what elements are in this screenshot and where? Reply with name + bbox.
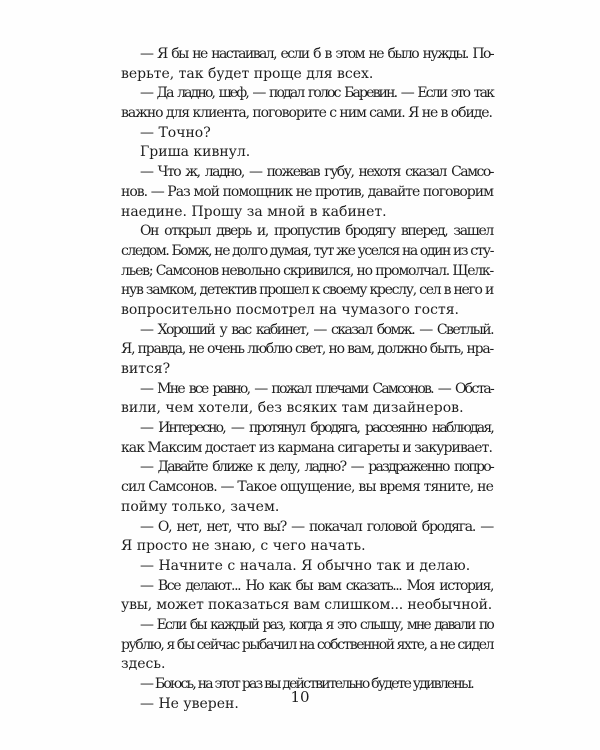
text-line: — Если бы каждый раз, когда я это слышу, мне давали по <box>140 616 493 633</box>
text-line: вится? <box>121 361 171 377</box>
text-line: — Да ладно, шеф, — подал голос Баревин. — Если это так <box>140 85 493 102</box>
text-line: важно для клиента, поговорите с ним сами. Я не в обиде. <box>121 105 492 122</box>
text-line: сил Самсонов. — Такое ощущение, вы время тяните, не <box>121 479 493 496</box>
text-line: как Максим достает из кармана сигареты и закуривает. <box>121 439 492 456</box>
text-line: Гриша кивнул. <box>140 144 251 161</box>
text-line: увы, может показаться вам слишком... необычной. <box>121 597 493 614</box>
text-line: пойму только, зачем. <box>121 498 280 515</box>
text-line: — Боюсь, на этот раз вы действительно будете удивлены. <box>140 676 473 692</box>
text-line: вопросительно посмотрел на чумазого гостя. <box>121 301 459 318</box>
page-number: 10 <box>290 688 310 706</box>
text-line: льев; Самсонов невольно скривился, но промолчал. Щелк- <box>121 262 493 279</box>
text-line: — Давайте ближе к делу, ладно? — раздраженно попро- <box>140 459 493 476</box>
body-text <box>121 45 493 714</box>
text-line: — Начните с начала. Я обычно так и делаю. <box>140 557 471 574</box>
text-line: здесь. <box>121 656 166 673</box>
text-line: Он открыл дверь и, пропустив бродягу вперед, зашел <box>140 223 493 240</box>
text-line: Я просто не знаю, с чего начать. <box>121 538 366 555</box>
text-line: Я, правда, не очень люблю свет, но вам, должно быть, нра- <box>121 341 493 358</box>
text-line: — Мне все равно, — пожал плечами Самсонов. — Обста- <box>140 380 493 397</box>
text-line: — Хороший у вас кабинет, — сказал бомж. — Светлый. <box>140 321 493 338</box>
text-line: нув замком, детектив прошел к своему креслу, сел в него и <box>121 282 493 299</box>
text-line: — Не уверен. <box>140 695 239 712</box>
text-line: верьте, так будет проще для всех. <box>121 65 374 82</box>
text-line: следом. Бомж, не долго думая, тут же уселся на один из сту- <box>121 242 493 259</box>
text-line: наедине. Прошу за мной в кабинет. <box>121 203 387 220</box>
text-line: — Все делают... Но как бы вам сказать... Моя история, <box>140 577 493 594</box>
text-line: рублю, я бы сейчас рыбачил на собственной яхте, а не сидел <box>121 636 493 653</box>
text-line: — Я бы не настаивал, если б в этом не было нужды. По- <box>140 46 493 62</box>
text-line: вили, чем хотели, без всяких там дизайнеров. <box>121 400 464 417</box>
text-line: — Точно? <box>140 124 211 141</box>
text-line: — Интересно, — протянул бродяга, рассеянно наблюдая, <box>140 420 493 437</box>
text-line: — О, нет, нет, что вы? — покачал головой бродяга. — <box>140 518 493 535</box>
text-line: — Что ж, ладно, — пожевав губу, нехотя сказал Самсо- <box>140 164 493 181</box>
text-line: нов. — Раз мой помощник не против, давайте поговорим <box>121 183 493 200</box>
